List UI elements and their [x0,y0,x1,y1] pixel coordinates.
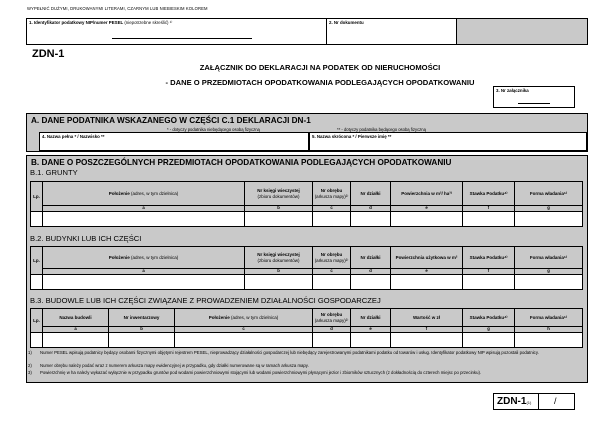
b3-location-input[interactable] [175,333,313,348]
b3-row-number [31,333,43,348]
b3-letter: e [351,327,391,333]
footnote-2-number: 2) [28,363,32,368]
footnote-1 [28,350,585,356]
b3-table [30,308,583,348]
b3-header-location: Położenie (adres, w tym dzielnica) [175,309,313,327]
b3-header-precinct: Nr obrębu (arkusza mapy)²⁾ [313,309,351,327]
b2-letter: c [313,269,351,275]
short-name-field[interactable] [309,132,587,151]
b1-letter: a [43,206,245,212]
b3-data-row [31,333,583,348]
b3-letter: f [391,327,463,333]
b2-letter: g [515,269,583,275]
nip-pesel-input-line [112,35,252,39]
footnote-1-text: Numer PESEL wpisują podatnicy będący osobami fizycznymi objętymi rejestrem PESEL, nieprowadzący działalności gospodarczej lub niebędący zarejestrowanymi podatnikami podatku od towarów i usług. Identyfikator podatkowy NIP wpisują pozostali podatnicy. [40,350,539,355]
b1-title: B.1. GRUNTY [30,168,78,177]
b1-precinct-input[interactable] [313,212,351,227]
form-subtitle: - DANE O PRZEDMIOTACH OPODATKOWANIA PODLEGAJĄCYCH OPODATKOWANIU [165,78,475,87]
section-a-note-left: * - dotyczy podatnika niebędącego osobą fizyczną [167,127,260,132]
form-code: ZDN-1 [32,48,65,60]
b2-location-input[interactable] [43,275,245,290]
b2-letter: a [43,269,245,275]
b1-letter: d [351,206,391,212]
b3-title: B.3. BUDOWLE LUB ICH CZĘŚCI ZWIĄZANE Z PROWADZENIEM DZIAŁALNOŚCI GOSPODARCZEJ [30,296,381,305]
b2-header-location: Położenie (adres, w tym dzielnica) [43,247,245,269]
b3-plot-input[interactable] [351,333,391,348]
b2-land-register-input[interactable] [245,275,313,290]
nip-pesel-label: 1. Identyfikator podatkowy NIP/numer PESEL (niepotrzebne skreślić) ¹⁾ [29,20,173,25]
b2-row-number [31,275,43,290]
b3-value-input[interactable] [391,333,463,348]
b2-usable-area-input[interactable] [391,275,463,290]
b2-table [30,246,583,290]
b2-header-lp: Lp. [31,247,43,275]
footnote-2 [28,363,585,369]
b2-header-usable-area: Powierzchnia użytkowa w m² [391,247,463,269]
b3-header-lp: Lp. [31,309,43,333]
document-number-label: 2. Nr dokumentu [329,20,364,25]
b3-header-value: Wartość w zł [391,309,463,327]
section-a [26,113,588,152]
b2-header-land-register: Nr księgi wieczystej (zbioru dokumentów) [245,247,313,269]
section-a-heading: A. DANE PODATNIKA WSKAZANEGO W CZĘŚCI C.1 DEKLARACJI DN-1 [31,116,311,125]
b1-data-row [31,212,583,227]
b1-ownership-input[interactable] [515,212,583,227]
footer-form-code: ZDN-1(1) [497,396,532,407]
short-name-label: 5. Nazwa skrócona * / Pierwsze imię ** [312,134,392,139]
b1-row-number [31,212,43,227]
b3-precinct-input[interactable] [313,333,351,348]
b3-letter: h [515,327,583,333]
b3-letter: c [175,327,313,333]
b3-header-ownership: Forma władania⁵⁾ [515,309,583,327]
b3-letter: d [313,327,351,333]
b1-header-precinct: Nr obrębu (arkusza mapy)²⁾ [313,182,351,206]
b2-header-precinct: Nr obrębu (arkusza mapy)²⁾ [313,247,351,269]
b2-ownership-input[interactable] [515,275,583,290]
b1-letter: g [515,206,583,212]
b2-header-ownership: Forma władania⁵⁾ [515,247,583,269]
b3-header-plot: Nr działki [351,309,391,327]
b2-letter: f [463,269,515,275]
b1-area-input[interactable] [391,212,463,227]
full-name-label: 4. Nazwa pełna * / Nazwisko ** [42,134,105,139]
identifier-row [26,18,588,45]
b2-header-rate: Stawka Podatku⁴⁾ [463,247,515,269]
b1-table [30,181,583,227]
b3-header-structure-name: Nazwa budowli [43,309,109,327]
b1-header-plot: Nr działki [351,182,391,206]
b2-letter: e [391,269,463,275]
attachment-number-field[interactable] [493,86,575,108]
footnote-1-number: 1) [28,350,32,355]
b1-letter: f [463,206,515,212]
b1-header-location: Położenie (adres, w tym dzielnica) [43,182,245,206]
b3-letter: b [109,327,175,333]
attachment-number-label: 3. Nr załącznika [496,88,529,93]
page-footer-code [493,393,575,410]
b2-letter: d [351,269,391,275]
b3-letter: a [43,327,109,333]
b2-letter: b [245,269,313,275]
document-number-field[interactable] [327,19,457,44]
section-b-heading: B. DANE O POSZCZEGÓLNYCH PRZEDMIOTACH OPODATKOWANIA PODLEGAJĄCYCH OPODATKOWANIU [31,158,452,167]
b3-rate-input[interactable] [463,333,515,348]
b1-header-land-register: Nr księgi wieczystej (zbioru dokumentów) [245,182,313,206]
b1-letter: b [245,206,313,212]
footer-version: (1) [526,400,532,405]
b2-header-plot: Nr działki [351,247,391,269]
footnote-2-text: Numer obrębu należy podać wraz z numerem arkusza mapy ewidencyjnej w przypadku, gdy działki numerowane są w ramach arkusza mapy. [40,363,309,368]
b1-land-register-input[interactable] [245,212,313,227]
section-a-note-right: ** - dotyczy podatnika będącego osobą fizyczną [337,127,426,132]
b2-title: B.2. BUDYNKI LUB ICH CZĘŚCI [30,234,142,243]
b1-location-input[interactable] [43,212,245,227]
b3-header-inventory-number: Nr inwentarzowy [109,309,175,327]
attachment-number-line [518,100,550,104]
b1-plot-input[interactable] [351,212,391,227]
b3-letter: g [463,327,515,333]
footer-divider [538,394,539,409]
b1-letter: e [391,206,463,212]
b1-letter: c [313,206,351,212]
footnote-3-number: 3) [28,370,32,375]
b3-inventory-number-input[interactable] [109,333,175,348]
b2-data-row [31,275,583,290]
nip-pesel-field[interactable] [27,19,327,44]
b3-ownership-input[interactable] [515,333,583,348]
footnote-3-text: Powierzchnię w ha należy wykazać wyłącznie w przypadku gruntów pod wodami powierzchniowymi stojącymi lub wodami powierzchniowymi płynącymi jezior i zbiorników sztucznych (z dokładnością do czterech miejsc po przecinku). [40,370,482,375]
b3-structure-name-input[interactable] [43,333,109,348]
b2-rate-input[interactable] [463,275,515,290]
b1-header-ownership: Forma władania⁵⁾ [515,182,583,206]
b1-header-rate: Stawka Podatku⁴⁾ [463,182,515,206]
b1-header-area: Powierzchnia w m²/ ha³⁾ [391,182,463,206]
form-title: ZAŁĄCZNIK DO DEKLARACJI NA PODATEK OD NIERUCHOMOŚCI [199,63,441,72]
b2-plot-input[interactable] [351,275,391,290]
b1-rate-input[interactable] [463,212,515,227]
footnote-3 [28,370,585,376]
full-name-field[interactable] [39,132,309,151]
b2-precinct-input[interactable] [313,275,351,290]
top-instruction: WYPEŁNIĆ DUŻYMI, DRUKOWANYMI LITERAMI, CZARNYM LUB NIEBIESKIM KOLOREM [27,6,208,11]
b1-header-lp: Lp. [31,182,43,212]
b3-header-rate: Stawka Podatku⁴⁾ [463,309,515,327]
footer-page-slash: / [554,396,557,406]
